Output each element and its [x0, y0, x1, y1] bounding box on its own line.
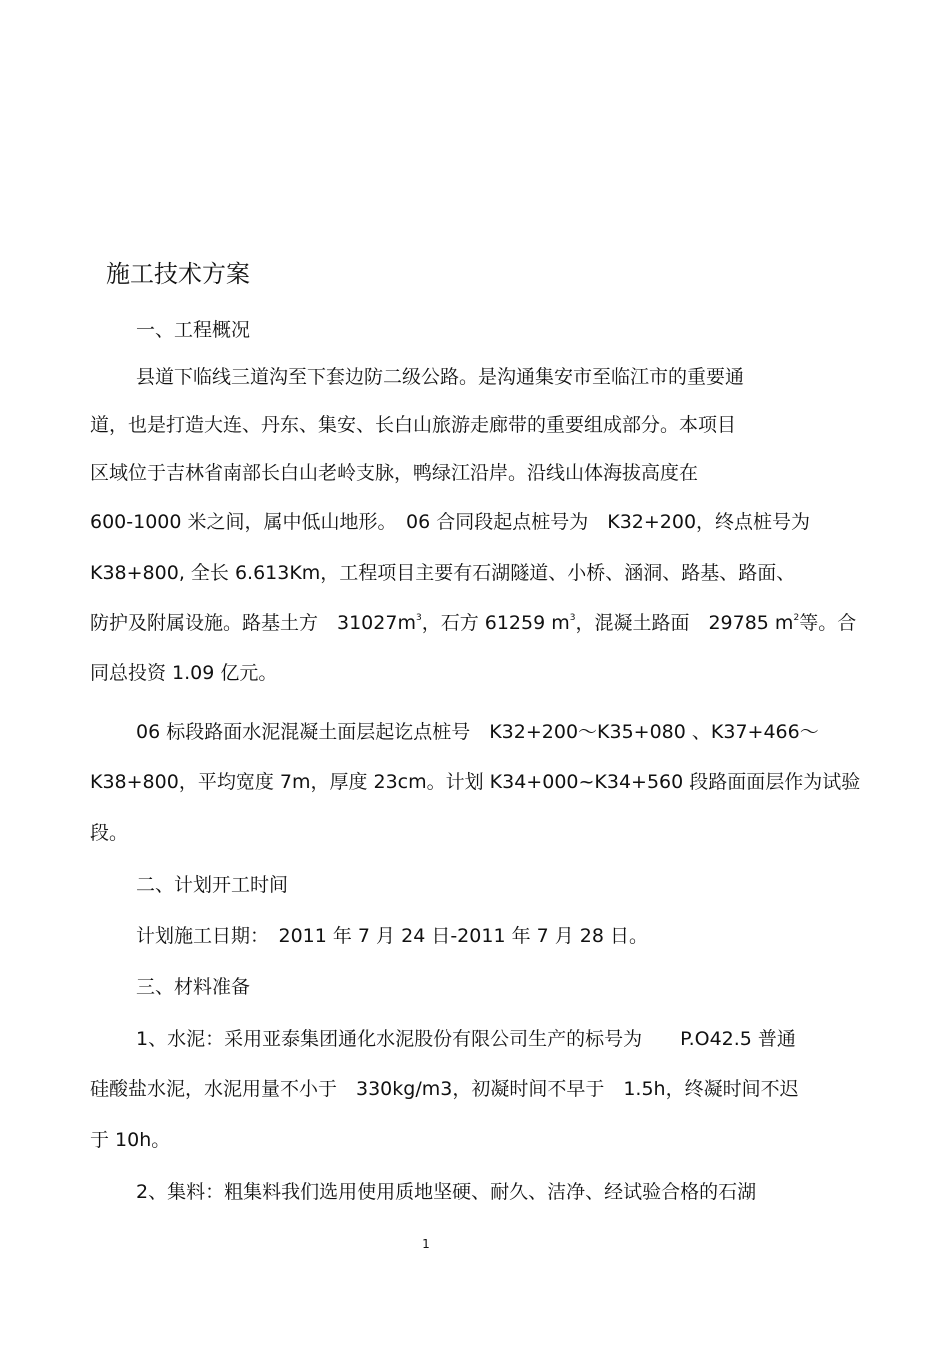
- paragraph-line: 600-1000 米之间，属中低山地形。 06 合同段起点桩号为 K32+200，终点桩号为: [90, 511, 811, 533]
- cubic-superscript: 3: [415, 613, 422, 623]
- paragraph-line: 道，也是打造大连、丹东、集安、长白山旅游走廊带的重要组成部分。本项目: [90, 414, 737, 436]
- quantity-tail-text: 等。合: [799, 612, 857, 634]
- aggregate-paragraph-line: 2、集料：粗集料我们选用使用质地坚硬、耐久、洁净、经试验合格的石湖: [136, 1181, 757, 1203]
- schedule-date-line: 计划施工日期： 2011 年 7 月 24 日-2011 年 7 月 28 日。: [136, 925, 648, 947]
- paragraph-line: 同总投资 1.09 亿元。: [90, 662, 278, 684]
- section-heading-overview: 一、工程概况: [136, 319, 251, 341]
- cement-paragraph-line: 1、水泥：采用亚泰集团通化水泥股份有限公司生产的标号为 P.O42.5 普通: [136, 1028, 796, 1050]
- section-heading-schedule: 二、计划开工时间: [136, 874, 289, 896]
- section-heading-materials: 三、材料准备: [136, 976, 251, 998]
- cement-paragraph-line: 于 10h。: [90, 1129, 171, 1151]
- paragraph-line: 06 标段路面水泥混凝土面层起讫点桩号 K32+200～K35+080 、K37+466～: [136, 721, 819, 743]
- paragraph-line: 段。: [90, 822, 129, 844]
- square-superscript: 2: [793, 613, 800, 623]
- paragraph-line: K38+800，平均宽度 7m，厚度 23cm。计划 K34+000~K34+560 段路面面层作为试验: [90, 771, 861, 793]
- document-title: 施工技术方案: [106, 260, 250, 288]
- stonework-text: ，石方 61259 m: [421, 612, 570, 634]
- concrete-pavement-text: ，混凝土路面 29785 m: [575, 612, 794, 634]
- paragraph-line: 县道下临线三道沟至下套边防二级公路。是沟通集安市至临江市的重要通: [136, 366, 745, 388]
- earthwork-text: 防护及附属设施。路基土方 31027m: [90, 612, 416, 634]
- paragraph-line: 区域位于吉林省南部长白山老岭支脉，鸭绿江沿岸。沿线山体海拔高度在: [90, 462, 699, 484]
- paragraph-line-quantities: [90, 608, 856, 638]
- page-number: 1: [422, 1237, 430, 1251]
- cement-paragraph-line: 硅酸盐水泥，水泥用量不小于 330kg/m3，初凝时间不早于 1.5h，终凝时间不迟: [90, 1078, 799, 1100]
- paragraph-line: K38+800, 全长 6.613Km，工程项目主要有石湖隧道、小桥、涵洞、路基、路面、: [90, 562, 796, 584]
- cubic-superscript: 3: [569, 613, 576, 623]
